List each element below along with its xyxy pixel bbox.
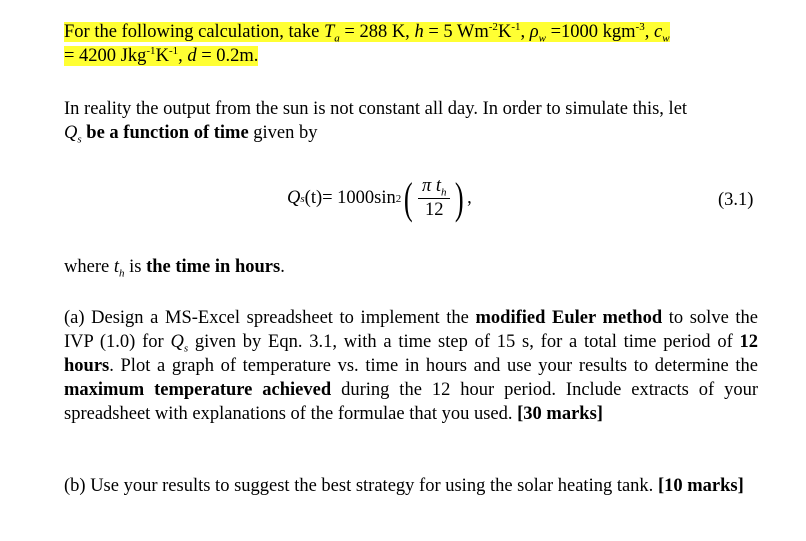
equation-number: (3.1) (718, 190, 754, 210)
parameters-line-2: = 4200 $Jkg^{-1}K^{-1}$, d = 0.2m. (64, 44, 259, 66)
equation-3-1 (0, 170, 806, 230)
parameters-line-1: For the following calculation, take $T_a = 288$ K, h = 5 $Wm^{-2}K^{-1}$, $\rho_w =1000$ kgm$^{-3}$, $c_w$ (64, 20, 670, 45)
part-b-paragraph: (b) Use your results to suggest the best strategy for using the solar heating tank. [10 marks] (64, 476, 744, 496)
parameters-block (64, 20, 764, 68)
where-line: where $t_h$ is the time in hours. (64, 257, 285, 280)
intro-paragraph: In reality the output from the sun is not constant all day. In order to simulate this, let $Q_s$ be a function of time given by (64, 99, 688, 146)
part-a-paragraph: (a) Design a MS-Excel spreadsheet to implement the modified Euler method to solve the IVP (1.0) for $Q_s$ given by Eqn. 3.1, with a time step of 15 s, for a total time period of 12 hours. Plot a graph of temperature vs. time in hours and use your results to determine the maximum temperature achieved during the 12 hour period. Include extracts of your spreadsheet with explanations of the formulae that you used. [30 marks] (64, 308, 759, 424)
equation-expression: Q s (t) = 1000sin 2 ( $\frac{\pi t_h}{12}$ ) , (287, 173, 472, 223)
fraction: $\frac{\pi t_h}{12}$ (418, 176, 451, 221)
